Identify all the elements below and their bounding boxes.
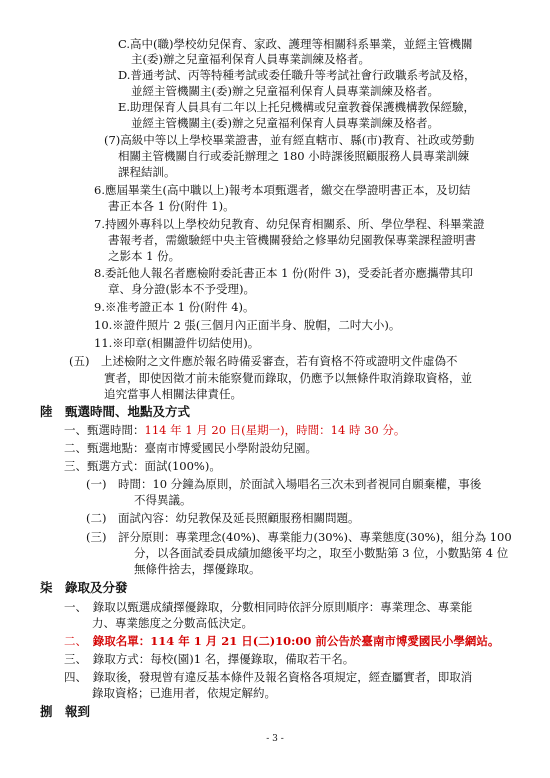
requirement-line: 並經主管機關主(委)辦之兒童福利保育人員專業訓練及格者。 <box>131 84 439 98</box>
exam-time-label: 一、甄選時間： <box>64 423 145 437</box>
requirement-line: 章、身分證(影本不予受理)。 <box>108 282 255 296</box>
scoring-line: (三) 評分原則：專業理念(40%)、專業能力(30%)、專業態度(30%)，組分為 100 <box>86 530 512 544</box>
scoring-line-cont1: 分，以各面試委員成績加總後平均之，取至小數點第 3 位，小數點第 4 位 <box>134 546 509 560</box>
admission-list-value: 錄取名單：114 年 1 月 21 日(二)10:00 前公告於臺南市博愛國民小學網站。 <box>81 634 500 648</box>
admission-line-1: 一、 錄取以甄選成績擇優錄取，分數相同時依評分原則順序：專業理念、專業能 <box>64 600 473 614</box>
page-number: - 3 - <box>266 734 284 744</box>
requirement-line: 11.※印章(相關證件切結使用)。 <box>94 336 260 350</box>
requirement-line: 9.※准考證正本 1 份(附件 4)。 <box>94 300 255 314</box>
requirement-line: (五) 上述檢附之文件應於報名時備妥審查，若有資格不符或證明文件虛偽不 <box>69 354 458 368</box>
section-heading-7: 柒 錄取及分發 <box>40 580 128 595</box>
requirement-line: 實者，即使因徵才前未能察覺而錄取，仍應予以無條件取消錄取資格，並 <box>104 371 472 385</box>
admission-list-line <box>64 634 499 649</box>
requirement-line: 書正本各 1 份(附件 1)。 <box>108 199 235 213</box>
requirement-line: 書報考者，需繳驗經中央主管機關發給之修畢幼兒園教保專業課程證明書 <box>108 233 476 247</box>
admission-line-1-cont: 力、專業態度之分數高低決定。 <box>92 616 253 630</box>
requirement-line: 10.※證件照片 2 張(三個月內正面半身、脫帽，二吋大小)。 <box>94 318 401 332</box>
method-time-line-cont: 不得異議。 <box>134 493 192 507</box>
requirement-line: 主(委)辦之兒童福利保育人員專業訓練及格者。 <box>131 52 370 66</box>
exam-location-line: 二、甄選地點：臺南市博愛國民小學附設幼兒園。 <box>64 441 317 455</box>
admission-revoke-line: 四、 錄取後，發現曾有違反基本條件及報名資格各項規定，經查屬實者，即取消 <box>64 670 473 684</box>
exam-time-value: 114 年 1 月 20 日(星期一)，時間：14 時 30 分。 <box>144 423 406 437</box>
requirement-line: 追究當事人相關法律責任。 <box>104 387 242 401</box>
requirement-line: 課程結訓。 <box>118 165 176 179</box>
requirement-line: 7.持國外專科以上學校幼兒教育、幼兒保育相關系、所、學位學程、科畢業證 <box>94 217 485 231</box>
section-heading-6: 陸 甄選時間、地點及方式 <box>40 404 191 419</box>
method-time-line: (一) 時間：10 分鐘為原則，於面試入場唱名三次未到者視同自願棄權，事後 <box>86 477 482 491</box>
requirement-line: 相關主管機關自行或委託辦理之 180 小時課後照顧服務人員專業訓練 <box>118 149 470 163</box>
interview-content-line: (二) 面試內容：幼兒教保及延長照顧服務相關問題。 <box>86 511 360 525</box>
requirement-line: (7)高級中等以上學校畢業證書，並有經直轄市、縣(市)教育、社政或勞動 <box>104 133 475 147</box>
requirement-line: 8.委託他人報名者應檢附委託書正本 1 份(附件 3)，受委託者亦應攜帶其印 <box>94 266 474 280</box>
requirement-line: 6.應屆畢業生(高中職以上)報考本項甄選者，繳交在學證明書正本，及切結 <box>94 183 471 197</box>
admission-revoke-line-cont: 錄取資格；已進用者，依規定解約。 <box>92 686 276 700</box>
requirement-line: 之影本 1 份。 <box>108 249 181 263</box>
requirement-line: C.高中(職)學校幼兒保育、家政、護理等相關科系畢業，並經主管機關 <box>118 37 473 51</box>
requirement-line: D.普通考試、丙等特種考試或委任職升等考試社會行政職系考試及格， <box>118 68 476 82</box>
admission-method-line: 三、 錄取方式：每校(園)1 名，擇優錄取，備取若干名。 <box>64 652 355 666</box>
requirement-line: 並經主管機關主(委)辦之兒童福利保育人員專業訓練及格者。 <box>131 116 439 130</box>
exam-time-line <box>64 423 405 438</box>
exam-method-line: 三、甄選方式：面試(100%)。 <box>64 459 221 473</box>
section-heading-8: 捌 報到 <box>40 704 91 719</box>
admission-list-label: 二、 <box>64 634 82 648</box>
scoring-line-cont2: 無條件捨去，擇優錄取。 <box>134 562 261 576</box>
requirement-line: E.助理保育人員具有二年以上托兒機構或兒童教養保護機構教保經驗， <box>118 100 476 114</box>
